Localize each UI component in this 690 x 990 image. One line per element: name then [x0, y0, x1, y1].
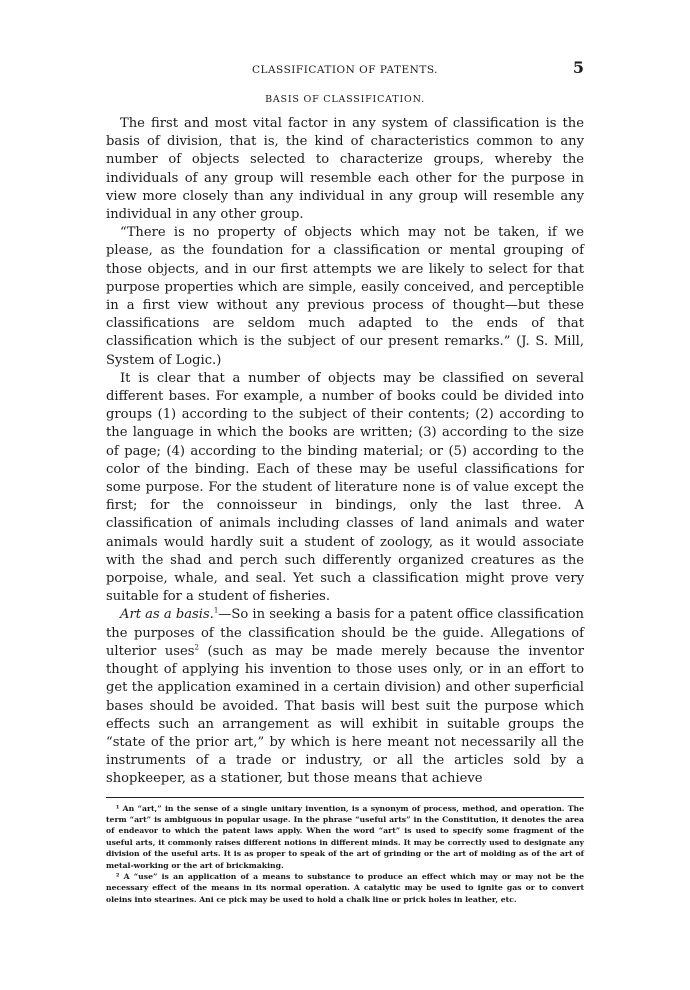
footnote-ref-1[interactable]: 1	[213, 607, 219, 616]
section-heading: BASIS OF CLASSIFICATION.	[265, 94, 425, 105]
footnote-2: ² A “use” is an application of a means to substance to produce an effect which may or may not be the necessary effect of the means in its normal operation. A catalytic may be used to ignite gas or to convert oleins into stearines. Ani ce pick may be used to hold a chalk line or prick holes in leather, etc.	[106, 871, 584, 904]
page-number: 5	[572, 58, 584, 77]
running-title: CLASSIFICATION OF PATENTS.	[251, 64, 439, 76]
paragraph-art-as-basis	[106, 606, 584, 788]
footnotes	[106, 803, 584, 906]
body-text	[106, 115, 584, 789]
paragraph-several-bases: It is clear that a number of objects may be classified on several different bases. For example, a number of books could be divided into groups (1) according to the subject of their contents; (2) according to the language in which the books are written; (3) according to the size of page; (4) according to the binding material; or (5) according to the color of the binding. Each of these may be useful classifications for some purpose. For the student of literature none is of value except the first; for the connoisseur in bindings, only the last three. A classification of animals including classes of land animals and water animals would hardly suit a student of zoology, as it would associate with the shad and perch such differently organized creatures as the porpoise, whale, and seal. Yet such a classification might prove very suitable for a student of fisheries.	[106, 370, 584, 605]
art-as-basis-heading: Art as a basis.	[120, 607, 214, 623]
paragraph-mill-quote: “There is no property of objects which may not be taken, if we please, as the foundation for a classification or mental grouping of those objects, and in our first attempts we are likely to select for that purpose properties which are simple, easily conceived, and perceptible in a first view without any previous process of thought—but these classifications are seldom much adapted to the ends of that classification which is the subject of our present remarks.” (J. S. Mill, System of Logic.)	[106, 225, 584, 368]
footnote-1: ¹ An “art,” in the sense of a single unitary invention, is a synonym of process, method, and operation. The term “art” is ambiguous in popular usage. In the phrase “useful arts” in the Constitution, it denotes the area of endeavor to which the patent laws apply. When the word “art” is used to specify some fragment of the useful arts, it commonly raises different notions in different minds. It may be correctly used to designate any division of the useful arts. It is as proper to speak of the art of grinding or the art of molding as of the art of metal-working or the art of brickmaking.	[106, 803, 584, 870]
footnote-divider	[106, 797, 584, 798]
paragraph-basis-of-division: The first and most vital factor in any system of classification is the basis of division, that is, the kind of characteristics common to any number of objects selected to characterize groups, whereby the individuals of any group will resemble each other for the purpose in view more closely than any individual in any group will resemble any individual in any other group.	[106, 116, 584, 223]
footnote-ref-2[interactable]: 2	[194, 643, 199, 652]
art-as-basis-text-1: —So in seeking a basis for a patent office classification the purposes of the classification should be the guide. Allegations of ulterior uses	[106, 607, 584, 659]
art-as-basis-text-2: (such as may be made merely because the inventor thought of applying his invention to those uses only, or in an effort to get the application examined in a certain division) and other superficial bases should be avoided. That basis will best suit the purpose which effects such an arrangement as will exhibit in suitable groups the “state of the prior art,” by which is here meant not necessarily all the instruments of a trade or industry, or all the articles sold by a shopkeeper, as a stationer, but those means that achieve	[106, 643, 584, 787]
running-head	[106, 58, 584, 80]
document-page	[106, 58, 584, 905]
